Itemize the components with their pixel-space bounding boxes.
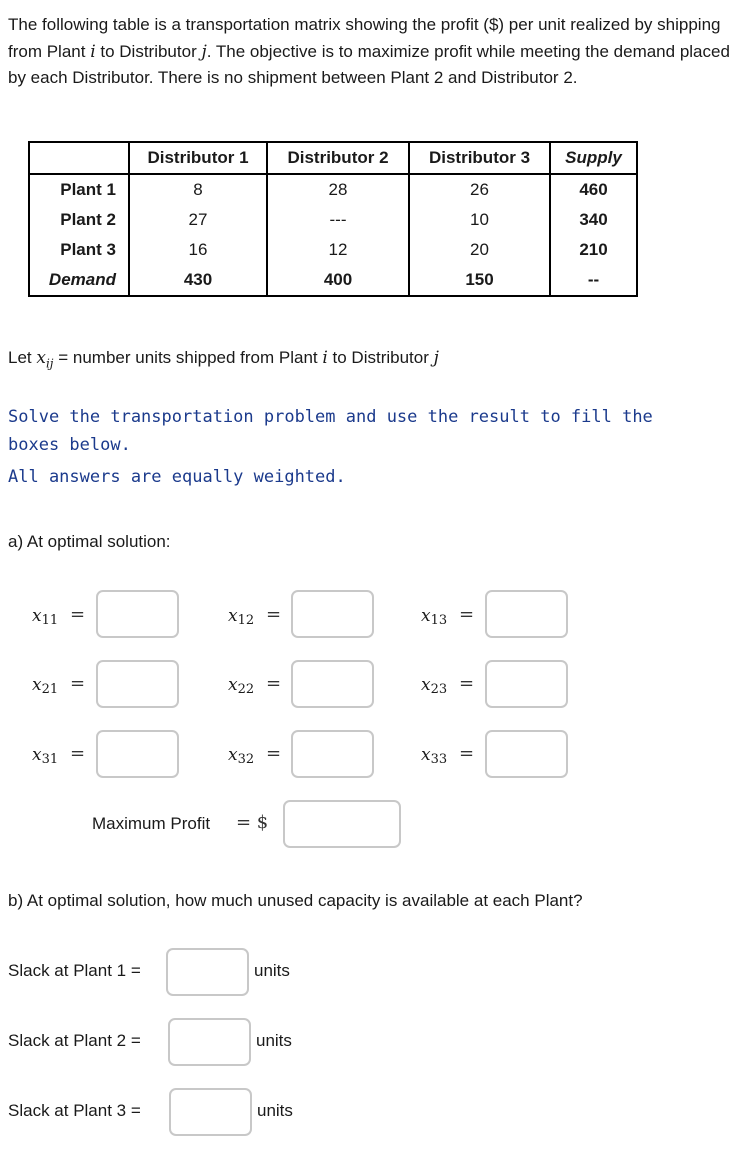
transportation-matrix [28, 141, 638, 297]
equals-sign: = [70, 673, 86, 694]
let-text: Let [8, 348, 37, 367]
var-x33-label: $x_{33}$ [421, 745, 448, 767]
instruction-line-3: All answers are equally weighted. [8, 467, 346, 487]
header-distributor-2: Distributor 2 [267, 142, 409, 174]
x12-input[interactable] [291, 590, 374, 638]
equals-sign: = [266, 743, 282, 764]
units-label: units [256, 1031, 292, 1050]
intro-text-1: The following table is a transportation matrix showing the profit ($) per unit realized by shipping from Plant [8, 15, 721, 61]
profit-cell: 26 [409, 174, 550, 205]
instruction-line-1: Solve the transportation problem and use the result to fill the [8, 407, 653, 427]
supply-cell: 460 [550, 174, 637, 205]
matrix-header-row [29, 142, 637, 174]
x23-input[interactable] [485, 660, 568, 708]
x11-input[interactable] [96, 590, 179, 638]
demand-supply-cell: -- [550, 265, 637, 296]
intro-text-3: . The objective is to maximize profit while meeting the demand placed by each Distributor. There is no shipment between Plant 2 and Distributor 2. [8, 41, 730, 87]
var-x21-label: $x_{21}$ [32, 675, 59, 697]
variable-definition [8, 348, 439, 370]
header-distributor-3: Distributor 3 [409, 142, 550, 174]
var-j: j [433, 348, 439, 368]
slack-plant-2-label: Slack at Plant 2 = [8, 1031, 141, 1050]
part-b-heading: b) At optimal solution, how much unused capacity is available at each Plant? [8, 891, 583, 910]
demand-cell: 400 [267, 265, 409, 296]
row-label-demand: Demand [29, 265, 129, 296]
var-x: x [36, 348, 46, 368]
var-x22-label: $x_{22}$ [228, 675, 255, 697]
max-profit-input[interactable] [283, 800, 401, 848]
instructions [8, 403, 653, 459]
profit-cell: --- [267, 205, 409, 235]
x13-input[interactable] [485, 590, 568, 638]
let-text-mid2: to Distributor [327, 348, 434, 367]
row-label-plant-3: Plant 3 [29, 235, 129, 265]
header-distributor-1: Distributor 1 [129, 142, 267, 174]
var-i: i [90, 41, 96, 62]
units-label: units [257, 1101, 293, 1120]
var-x12-label: $x_{12}$ [228, 606, 255, 628]
var-x11-label: $x_{11}$ [32, 606, 59, 628]
units-label: units [254, 961, 290, 980]
profit-cell: 16 [129, 235, 267, 265]
demand-cell: 430 [129, 265, 267, 296]
var-i: i [322, 348, 328, 368]
profit-cell: 27 [129, 205, 267, 235]
var-x13-label: $x_{13}$ [421, 606, 448, 628]
equals-sign: = [70, 743, 86, 764]
row-label-plant-1: Plant 1 [29, 174, 129, 205]
var-x23-label: $x_{23}$ [421, 675, 448, 697]
demand-cell: 150 [409, 265, 550, 296]
instruction-line-2: boxes below. [8, 435, 131, 455]
x21-input[interactable] [96, 660, 179, 708]
var-x-sub: ij [45, 356, 54, 371]
max-profit-label: Maximum Profit [92, 814, 211, 833]
table-row [29, 205, 637, 235]
var-x32-label: $x_{32}$ [228, 745, 255, 767]
x32-input[interactable] [291, 730, 374, 778]
x33-input[interactable] [485, 730, 568, 778]
var-j: j [201, 41, 207, 62]
var-x31-label: $x_{31}$ [32, 745, 59, 767]
table-row [29, 235, 637, 265]
equals-sign: = [266, 673, 282, 694]
intro-text-2: to Distributor [95, 41, 202, 61]
header-corner [29, 142, 129, 174]
slack-plant-1-input[interactable] [166, 948, 249, 996]
max-profit-equals: = $ [236, 812, 269, 833]
header-supply: Supply [550, 142, 637, 174]
profit-cell: 12 [267, 235, 409, 265]
supply-cell: 210 [550, 235, 637, 265]
supply-cell: 340 [550, 205, 637, 235]
profit-cell: 10 [409, 205, 550, 235]
problem-description [8, 12, 733, 92]
equals-sign: = [459, 673, 475, 694]
slack-plant-3-input[interactable] [169, 1088, 252, 1136]
row-label-plant-2: Plant 2 [29, 205, 129, 235]
equals-sign: = [266, 604, 282, 625]
slack-plant-1-label: Slack at Plant 1 = [8, 961, 141, 980]
slack-plant-2-input[interactable] [168, 1018, 251, 1066]
profit-cell: 28 [267, 174, 409, 205]
profit-cell: 8 [129, 174, 267, 205]
equals-sign: = [459, 743, 475, 764]
part-a-heading: a) At optimal solution: [8, 532, 171, 551]
profit-cell: 20 [409, 235, 550, 265]
demand-row [29, 265, 637, 296]
x31-input[interactable] [96, 730, 179, 778]
equals-sign: = [459, 604, 475, 625]
table-row [29, 174, 637, 205]
slack-plant-3-label: Slack at Plant 3 = [8, 1101, 141, 1120]
x22-input[interactable] [291, 660, 374, 708]
let-text-mid: = number units shipped from Plant [53, 348, 323, 367]
equals-sign: = [70, 604, 86, 625]
